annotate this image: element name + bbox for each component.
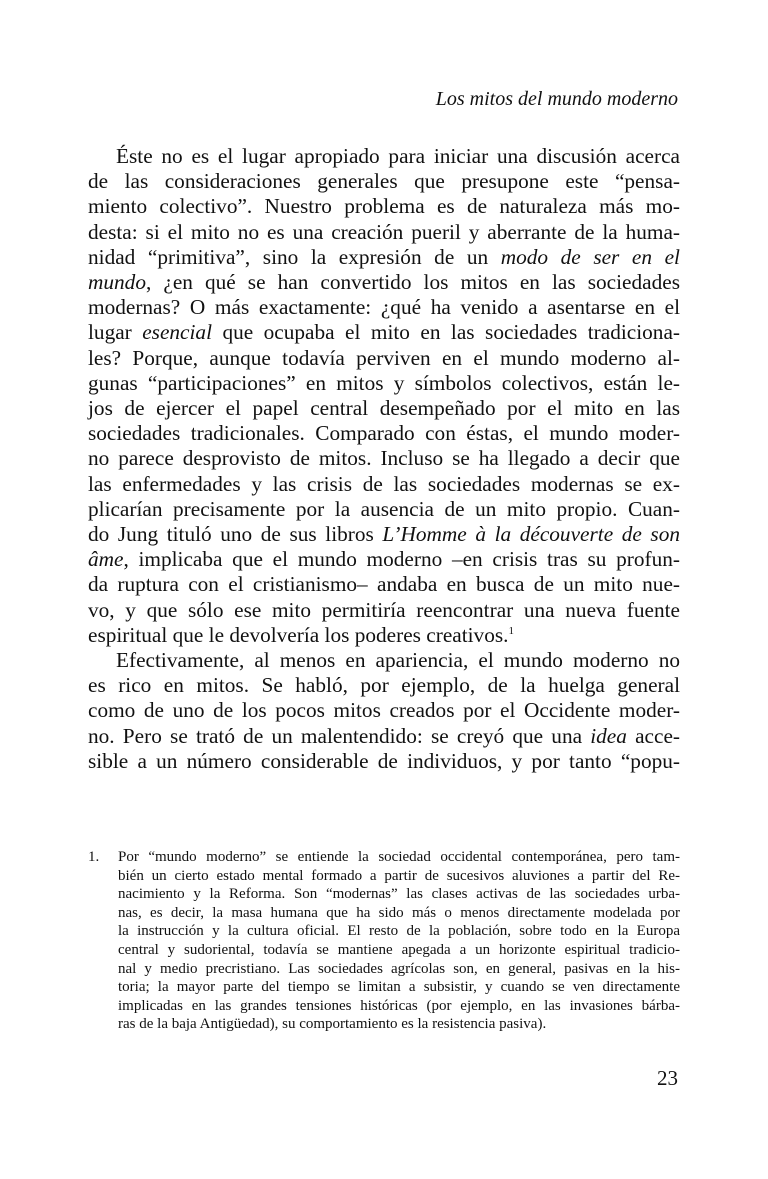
page-number: 23 [657,1066,678,1090]
footnote-line: toria; la mayor parte del tiempo se limitan a subsistir, y cuando se ven directamente [118,979,680,996]
text-line: no parece desprovisto de mitos. Incluso se ha llegado a decir que [88,446,680,471]
body-text [88,144,680,774]
footnote-line: nal y medio precristiano. Las sociedades agrícolas son, en general, pasivas en la his- [118,960,680,977]
text-line: las enfermedades y las crisis de las sociedades modernas se ex- [88,471,680,496]
footnote-line: nacimiento y la Reforma. Son “modernas” las clases activas de las sociedades urba- [118,886,680,903]
footnote-line: implicadas en las grandes tensiones históricas (por ejemplo, en las invasiones bárba- [118,997,680,1014]
text-line: vo, y que sólo ese mito permitiría reencontrar una nueva fuente [88,597,680,622]
footnote-line: central y sudoriental, todavía se mantiene apegada a un horizonte espiritual tradicio- [118,941,680,958]
text-line: da ruptura con el cristianismo– andaba en busca de un mito nue- [88,572,680,597]
text-line [88,522,680,547]
text-line [88,724,680,749]
text-line: desta: si el mito no es una creación pueril y aberrante de la huma- [88,219,680,244]
text-run: , ¿en qué se han convertido los mitos en las sociedades [145,270,680,295]
footnote-line: nas, es decir, la masa humana que ha sido más o menos directamente modelada por [118,904,680,921]
text-line: Efectivamente, al menos en apariencia, el mundo moderno no [116,648,680,673]
text-run: acce- [626,723,680,748]
text-line: miento colectivo”. Nuestro problema es de naturaleza más mo- [88,194,680,219]
text-line [88,623,680,648]
running-header: Los mitos del mundo moderno [435,88,678,110]
text-line: plicarían precisamente por la ausencia de un mito propio. Cuan- [88,496,680,521]
text-line: les? Porque, aunque todavía perviven en el mundo moderno al- [88,345,680,370]
italic-phrase: esencial [142,320,212,345]
footnote-line: bién un cierto estado mental formado a partir de sucesivos aluviones a partir del Re- [118,867,680,884]
footnote-number: 1. [88,849,100,865]
text-run: lugar [88,320,143,345]
text-line: jos de ejercer el papel central desempeñado por el mito en las [88,396,680,421]
text-run: nidad “primitiva”, sino la expresión de un [88,244,501,269]
text-run: espiritual que le devolvería los poderes creativos. [88,622,509,647]
text-line: de las consideraciones generales que presupone este “pensa- [88,169,680,194]
footnote-line: la instrucción y la cultura oficial. El resto de la población, sobre todo en la Europa [118,923,680,940]
footnote-marker: 1 [508,624,514,637]
text-line: como de uno de los pocos mitos creados por el Occidente moder- [88,698,680,723]
italic-phrase: modo de ser en el [500,244,680,269]
text-line: modernas? O más exactamente: ¿qué ha venido a asentarse en el [88,295,680,320]
text-line: es rico en mitos. Se habló, por ejemplo, de la huelga general [88,673,680,698]
text-run: , implicaba que el mundo moderno –en crisis tras su profun- [123,547,680,572]
italic-phrase: idea [590,723,627,748]
book-title-italic: L’Homme à la découverte de son [382,522,680,547]
text-run: que ocupaba el mito en las sociedades tradiciona- [212,320,680,345]
text-line: gunas “participaciones” en mitos y símbolos colectivos, están le- [88,370,680,395]
text-line [88,320,680,345]
text-line [88,245,680,270]
text-line: sociedades tradicionales. Comparado con éstas, el mundo moder- [88,421,680,446]
italic-phrase: mundo [88,270,146,295]
text-line: sible a un número considerable de individuos, y por tanto “popu- [88,748,680,773]
text-run: no. Pero se trató de un malentendido: se creyó que una [88,723,591,748]
text-line [88,547,680,572]
footnote-line: Por “mundo moderno” se entiende la sociedad occidental contemporánea, pero tam- [118,849,680,865]
text-run: do Jung tituló uno de sus libros [88,522,383,547]
footnote-line: ras de la baja Antigüedad), su comportamiento es la resistencia pasiva). [118,1016,547,1033]
text-line: Éste no es el lugar apropiado para iniciar una discusión acerca [116,144,680,168]
book-title-italic: âme [88,547,124,572]
text-line [88,270,680,295]
footnote [88,848,680,1034]
